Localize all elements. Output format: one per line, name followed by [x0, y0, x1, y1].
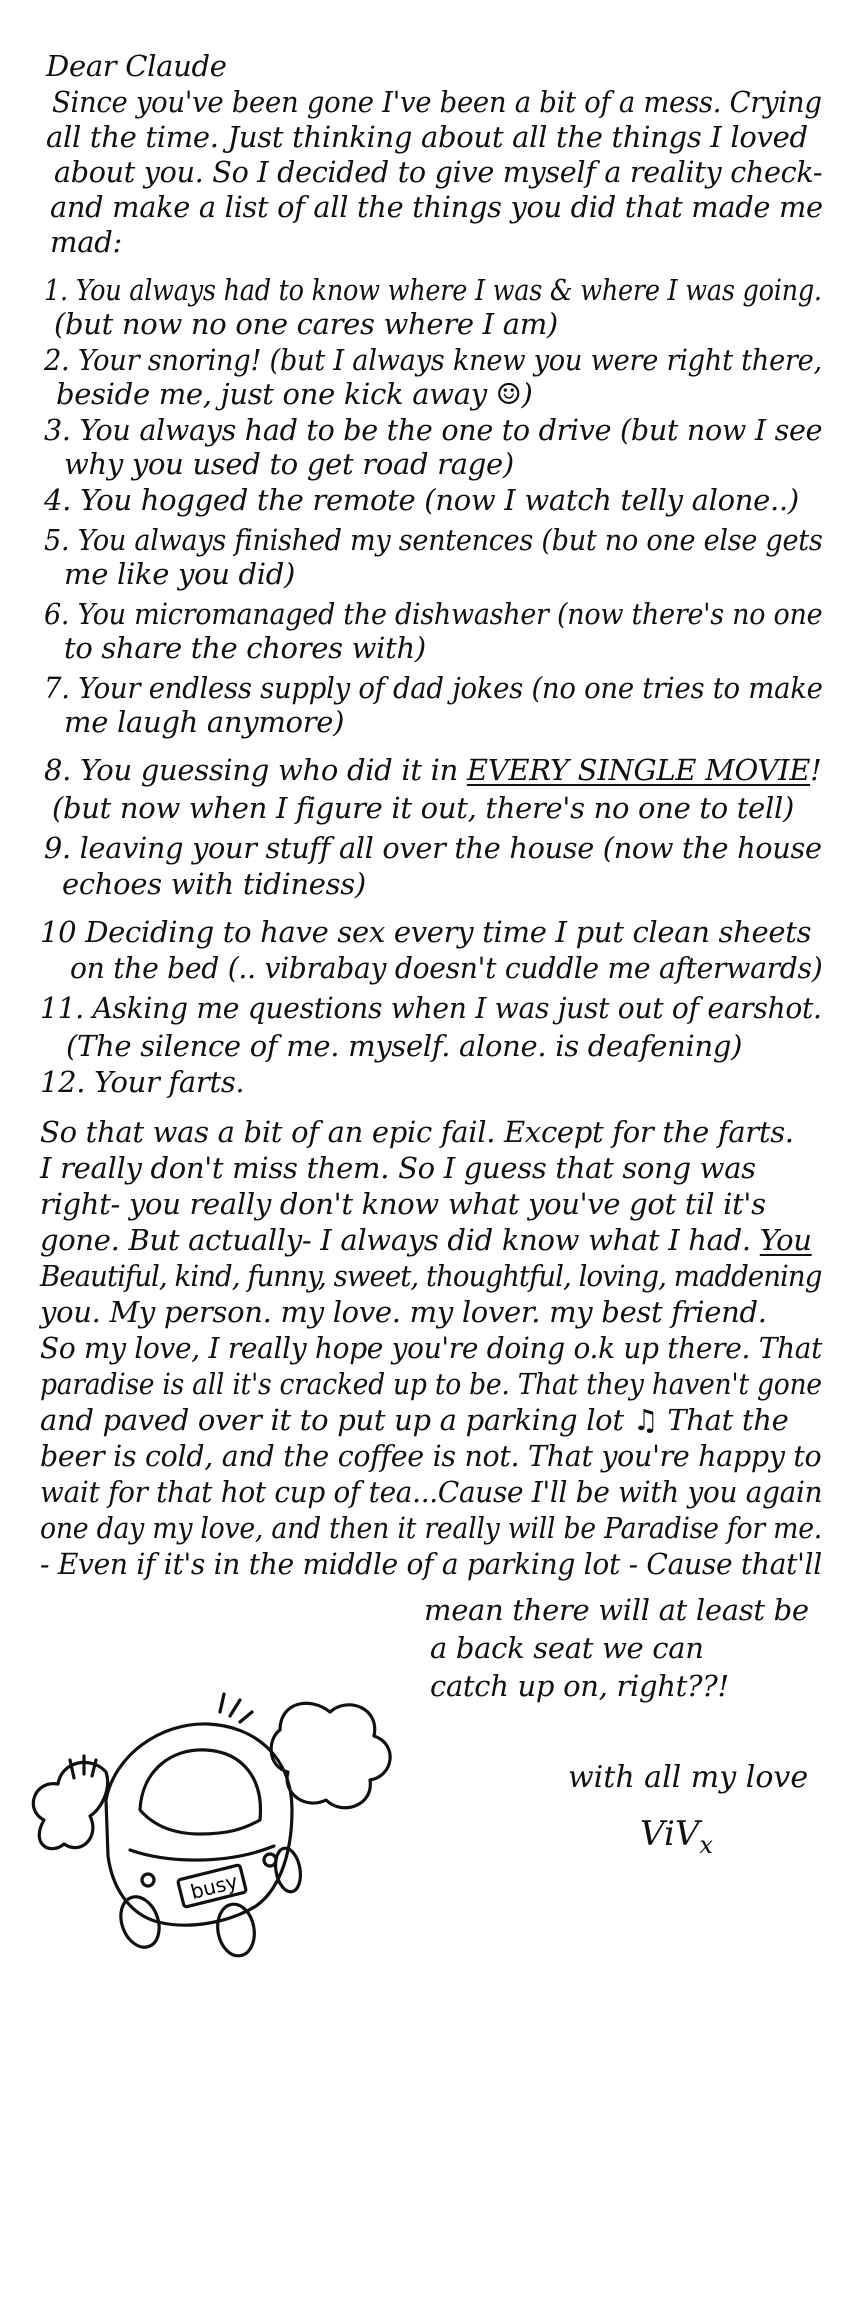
list-item: 12. Your farts. — [40, 1065, 245, 1099]
postscript-line: catch up on, right??! — [430, 1669, 729, 1703]
closing-text: gone. But actually- I always did know what I had. — [40, 1223, 751, 1257]
closing-line: and paved over it to put up a parking lot ♫ That the — [40, 1403, 789, 1437]
closing-line: So my love, I really hope you're doing o.k up there. That — [40, 1331, 823, 1365]
list-item-text: 8. You guessing who did it in — [44, 753, 458, 787]
list-item: 1. You always had to know where I was & where I was going. — [44, 273, 822, 307]
closing-line: - Even if it's in the middle of a parking lot - Cause that'll — [40, 1547, 822, 1581]
closing-line: I really don't miss them. So I guess that song was — [40, 1151, 756, 1185]
list-item-note: on the bed (.. vibrabay doesn't cuddle me afterwards) — [70, 951, 823, 985]
signature-kiss: x — [699, 1830, 713, 1859]
intro-line: and make a list of all the things you did that made me — [50, 190, 823, 224]
list-item: 3. You always had to be the one to drive (but now I see — [44, 413, 823, 447]
emphasis-text: You — [759, 1223, 812, 1257]
intro-line: mad: — [50, 225, 122, 259]
list-item: 2. Your snoring! (but I always knew you were right there, — [44, 343, 822, 377]
signature — [640, 1816, 713, 1863]
list-item: 11. Asking me questions when I was just out of earshot. — [40, 991, 822, 1025]
car-windshield — [140, 1750, 260, 1834]
list-item-note: to share the chores with) — [64, 631, 426, 665]
list-item-note: me laugh anymore) — [64, 705, 345, 739]
list-item-note: me like you did) — [64, 557, 296, 591]
list-item-note: why you used to get road rage) — [64, 447, 514, 481]
closing-line: you. My person. my love. my lover. my best friend. — [40, 1295, 767, 1329]
list-item-note: (The silence of me. myself. alone. is deafening) — [66, 1029, 743, 1063]
list-item-note: (but now no one cares where I am) — [54, 307, 558, 341]
intro-line: all the time. Just thinking about all the things I loved — [46, 120, 808, 154]
motion-marks — [70, 1756, 96, 1778]
closing-line: beer is cold, and the coffee is not. That you're happy to — [40, 1439, 822, 1473]
intro-line: Since you've been gone I've been a bit of a mess. Crying — [52, 85, 822, 119]
list-item-note: echoes with tidiness) — [62, 867, 366, 901]
closing-line: So that was a bit of an epic fail. Except for the farts. — [40, 1115, 794, 1149]
list-item-note: (but now when I figure it out, there's no one to tell) — [52, 791, 794, 825]
motion-marks — [220, 1694, 252, 1722]
list-item: 5. You always finished my sentences (but no one else gets — [44, 523, 823, 557]
greeting: Dear Claude — [46, 49, 227, 83]
emphasis-text: EVERY SINGLE MOVIE — [466, 753, 811, 787]
postscript-line: mean there will at least be — [424, 1593, 809, 1627]
closing-line: paradise is all it's cracked up to be. That they haven't gone — [40, 1367, 822, 1401]
list-item: 6. You micromanaged the dishwasher (now there's no one — [44, 597, 823, 631]
headlight — [142, 1874, 154, 1886]
list-item: 4. You hogged the remote (now I watch telly alone..) — [44, 483, 799, 517]
list-item: 7. Your endless supply of dad jokes (no one tries to make — [44, 671, 823, 705]
intro-line: about you. So I decided to give myself a reality check- — [54, 155, 823, 189]
list-item-note: beside me, just one kick away ☺) — [56, 377, 533, 411]
closing-line: Beautiful, kind, funny, sweet, thoughtful, loving, maddening — [40, 1259, 822, 1293]
closing-line: wait for that hot cup of tea...Cause I'll be with you again — [40, 1475, 823, 1509]
wheel — [114, 1891, 166, 1952]
list-item: 9. leaving your stuff all over the house (now the house — [44, 831, 822, 865]
signature-name: ViV — [640, 1814, 700, 1854]
postscript-line: a back seat we can — [430, 1631, 704, 1665]
closing-line: right- you really don't know what you've got til it's — [40, 1187, 766, 1221]
closing-line — [40, 1222, 812, 1258]
list-item — [44, 752, 821, 788]
license-plate-text: busy — [187, 1869, 241, 1904]
signoff: with all my love — [568, 1760, 809, 1795]
left-cloud — [33, 1762, 107, 1848]
car-doodle — [30, 1660, 410, 1980]
list-item: 10 Deciding to have sex every time I put clean sheets — [40, 915, 812, 949]
car-hood — [130, 1846, 274, 1860]
exclamation: ! — [810, 753, 822, 787]
closing-line: one day my love, and then it really will be Paradise for me. — [40, 1511, 823, 1545]
